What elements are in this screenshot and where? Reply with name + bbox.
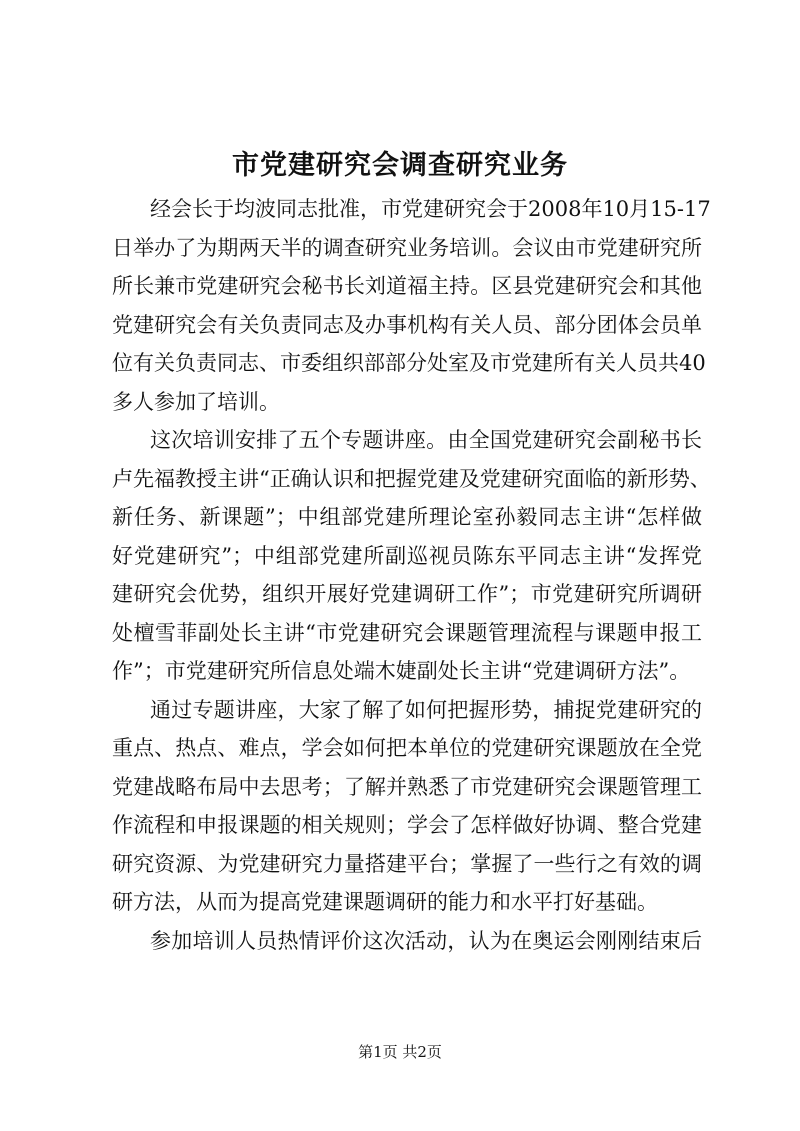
paragraph-4: [112, 922, 702, 961]
text-line: 处檀雪菲副处长主讲“市党建研究会课题管理流程与课题申报工: [112, 620, 702, 645]
text-line: 党建研究会有关负责同志及办事机构有关人员、部分团体会员单: [112, 312, 702, 337]
text-line: 卢先福教授主讲“正确认识和把握党建及党建研究面临的新形势、: [112, 466, 711, 491]
text-line: 重点、热点、难点，学会如何把本单位的党建研究课题放在全党: [112, 736, 702, 760]
text-line: 所长兼市党建研究会秘书长刘道福主持。区县党建研究会和其他: [112, 274, 702, 298]
text-line: 好党建研究”；中组部党建所副巡视员陈东平同志主讲“发挥党: [112, 543, 702, 568]
paragraph-3: [112, 691, 702, 922]
text-line: 这次培训安排了五个专题讲座。由全国党建研究会副秘书长: [150, 428, 702, 452]
text-line: 建研究会优势，组织开展好党建调研工作”；市党建研究所调研: [112, 582, 702, 606]
text-line: 研究资源、为党建研究力量搭建平台；掌握了一些行之有效的调: [112, 851, 702, 876]
text-line: 作流程和申报课题的相关规则；学会了怎样做好协调、整合党建: [112, 813, 702, 837]
text-line: 日举办了为期两天半的调查研究业务培训。会议由市党建研究所: [112, 235, 702, 260]
paragraph-2: [112, 421, 711, 691]
page-number-footer: 第1页 共2页: [358, 1043, 442, 1061]
text-line: 经会长于均波同志批准，市党建研究会于2008年10月15-17: [150, 197, 711, 221]
paragraph-1: [112, 190, 711, 421]
text-line: 参加培训人员热情评价这次活动，认为在奥运会刚刚结束后: [150, 928, 702, 953]
text-line: 通过专题讲座，大家了解了如何把握形势，捕捉党建研究的: [150, 697, 702, 722]
document-body: [112, 190, 711, 960]
text-line: 党建战略布局中去思考；了解并熟悉了市党建研究会课题管理工: [112, 774, 702, 799]
text-line: 多人参加了培训。: [112, 389, 280, 414]
text-line: 研方法，从而为提高党建课题调研的能力和水平打好基础。: [112, 890, 658, 914]
text-line: 作”；市党建研究所信息处端木婕副处长主讲“党建调研方法”。: [112, 659, 691, 683]
text-line: 新任务、新课题”；中组部党建所理论室孙毅同志主讲“怎样做: [112, 505, 702, 529]
text-line: 位有关负责同志、市委组织部部分处室及市党建所有关人员共40: [112, 351, 706, 375]
document-title: 市党建研究会调查研究业务: [232, 150, 568, 181]
